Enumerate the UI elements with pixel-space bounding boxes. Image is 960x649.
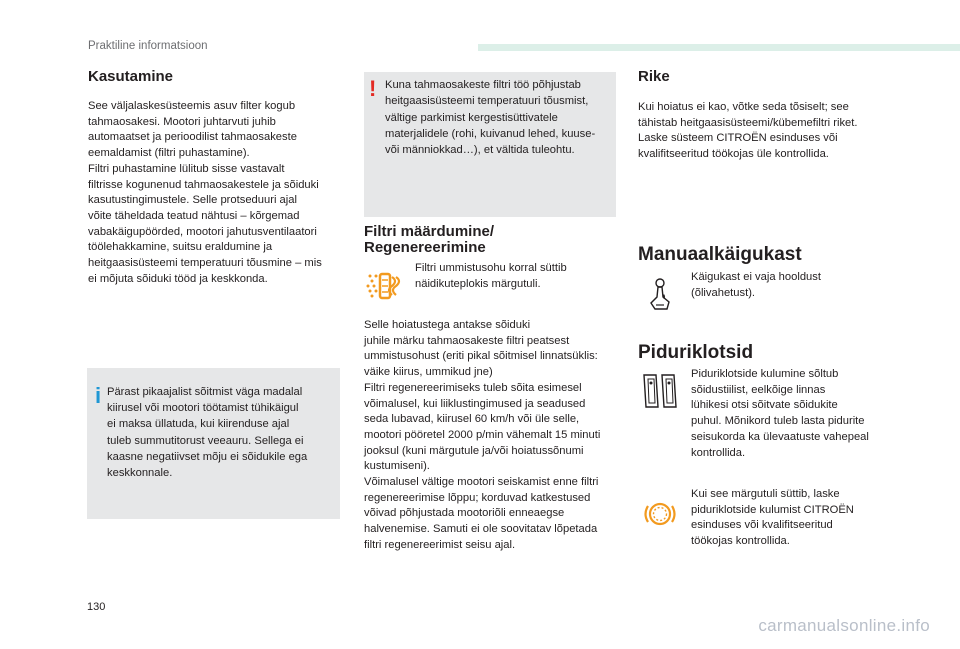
gearbox-oil-icon xyxy=(638,273,682,317)
heading-rike: Rike xyxy=(638,68,670,85)
warning-box xyxy=(364,72,616,217)
brake-pads-icon xyxy=(638,369,682,413)
header-accent-bar xyxy=(478,44,960,51)
heading-filter-regeneration xyxy=(364,224,494,256)
section-label: Praktiline informatsioon xyxy=(88,40,208,52)
info-box xyxy=(87,368,340,519)
rike-body: Kui hoiatus ei kao, võtke seda tõsiselt; see tähistab heitgaasisüsteemi/kübemefiltri riket. Laske süsteem CITROËN esinduses või kvalifitseeritud töökojas üle kontrollida. xyxy=(638,101,858,161)
brake-pads-text: Piduriklotside kulumine sõltub sõidustiilist, eelkõige linnas lühikesi otsi sõitvate sõidukite puhul. Mõnikord tuleb lasta pidurite seisukorda ka ülevaatuste vahepeal kontrollida. xyxy=(691,368,869,459)
brake-pad-wear-lamp-icon xyxy=(638,492,682,536)
heading-filter-line1: Filtri määrdumine/ xyxy=(364,223,495,240)
heading-filter-line2: Regenereerimine xyxy=(364,239,486,256)
warning-icon: ! xyxy=(369,76,377,101)
info-icon: i xyxy=(95,383,102,408)
heading-kasutamine: Kasutamine xyxy=(88,68,174,85)
watermark: carmanualsonline.info xyxy=(758,616,930,635)
particle-filter-warning-lamp-icon xyxy=(360,264,404,308)
info-box-text: Pärast pikaajalist sõitmist väga madalal kiirusel või mootori töötamist tühikäigul ei maksa üllatuda, kui kiirenduse ajal tuleb summutitorust veeauru. Sellega ei kaasne negatiivset mõju ei sõidukile ega keskkonnale. xyxy=(107,386,308,480)
kasutamine-body: See väljalaskesüsteemis asuv filter kogub tahmaosakesi. Mootori juhtarvuti juhib automaatset ja perioodilist tahmaosakeste eemaldamist (filtri puhastamine). Filtri puhastamine lülitub sisse vastavalt filtrisse kogunenud tahmaosakestele ja sõiduki kasutustingimustele. Selle protseduuri ajal võite täheldada teatud nähtusi – kõrgemad vabakäigupöörded, mootori jahutusventilaatori töölehakkamine, suitsu eraldumine ja heitgaasisüsteemi temperatuuri tõusmine – mis ei mõjuta sõiduki tööd ja keskkonda. xyxy=(88,100,322,285)
filter-lamp-text: Filtri ummistusohu korral süttib näidikuteplokis märgutuli. xyxy=(415,262,567,290)
filter-regeneration-body: Selle hoiatustega antakse sõiduki juhile märku tahmaosakeste filtri peatsest ummistusohust (eriti pikal sõitmisel linnatsüklis: väike kiirus, ummikud jne) Filtri regenereerimiseks tuleb sõita esimesel võimalusel, kui liiklustingimused ja seadused seda lubavad, kiirusel 60 km/h või üle selle, mootori pööretel 2000 p/min vähemalt 15 minuti jooksul (kuni märgutule ja/või hoiatussõnumi kustumiseni). Võimalusel vältige mootori seiskamist enne filtri regenereerimise lõppu; korduvad katkestused võivad põhjustada mootoriõli enneaegse halvenemise. Samuti ei ole soovitatav lõpetada filtri regenereerimist seisu ajal. xyxy=(364,319,601,551)
heading-piduriklotsid: Piduriklotsid xyxy=(638,342,754,363)
manual-gearbox-text: Käigukast ei vaja hooldust (õlivahetust). xyxy=(691,271,821,299)
warning-box-text: Kuna tahmaosakeste filtri töö põhjustab heitgaasisüsteemi temperatuuri tõusmist, vältige parkimist kergestisüttivatele materjalidele (rohi, kuivanud lehed, kuuse- või männiokkad…), et vältida tuleohtu. xyxy=(385,79,596,157)
heading-manuaalkaigukast: Manuaalkäigukast xyxy=(638,244,802,265)
brake-lamp-text: Kui see märgutuli süttib, laske piduriklotside kulumist CITROËN esinduses või kvalifitseeritud töökojas kontrollida. xyxy=(691,488,854,548)
page-number: 130 xyxy=(87,601,106,613)
